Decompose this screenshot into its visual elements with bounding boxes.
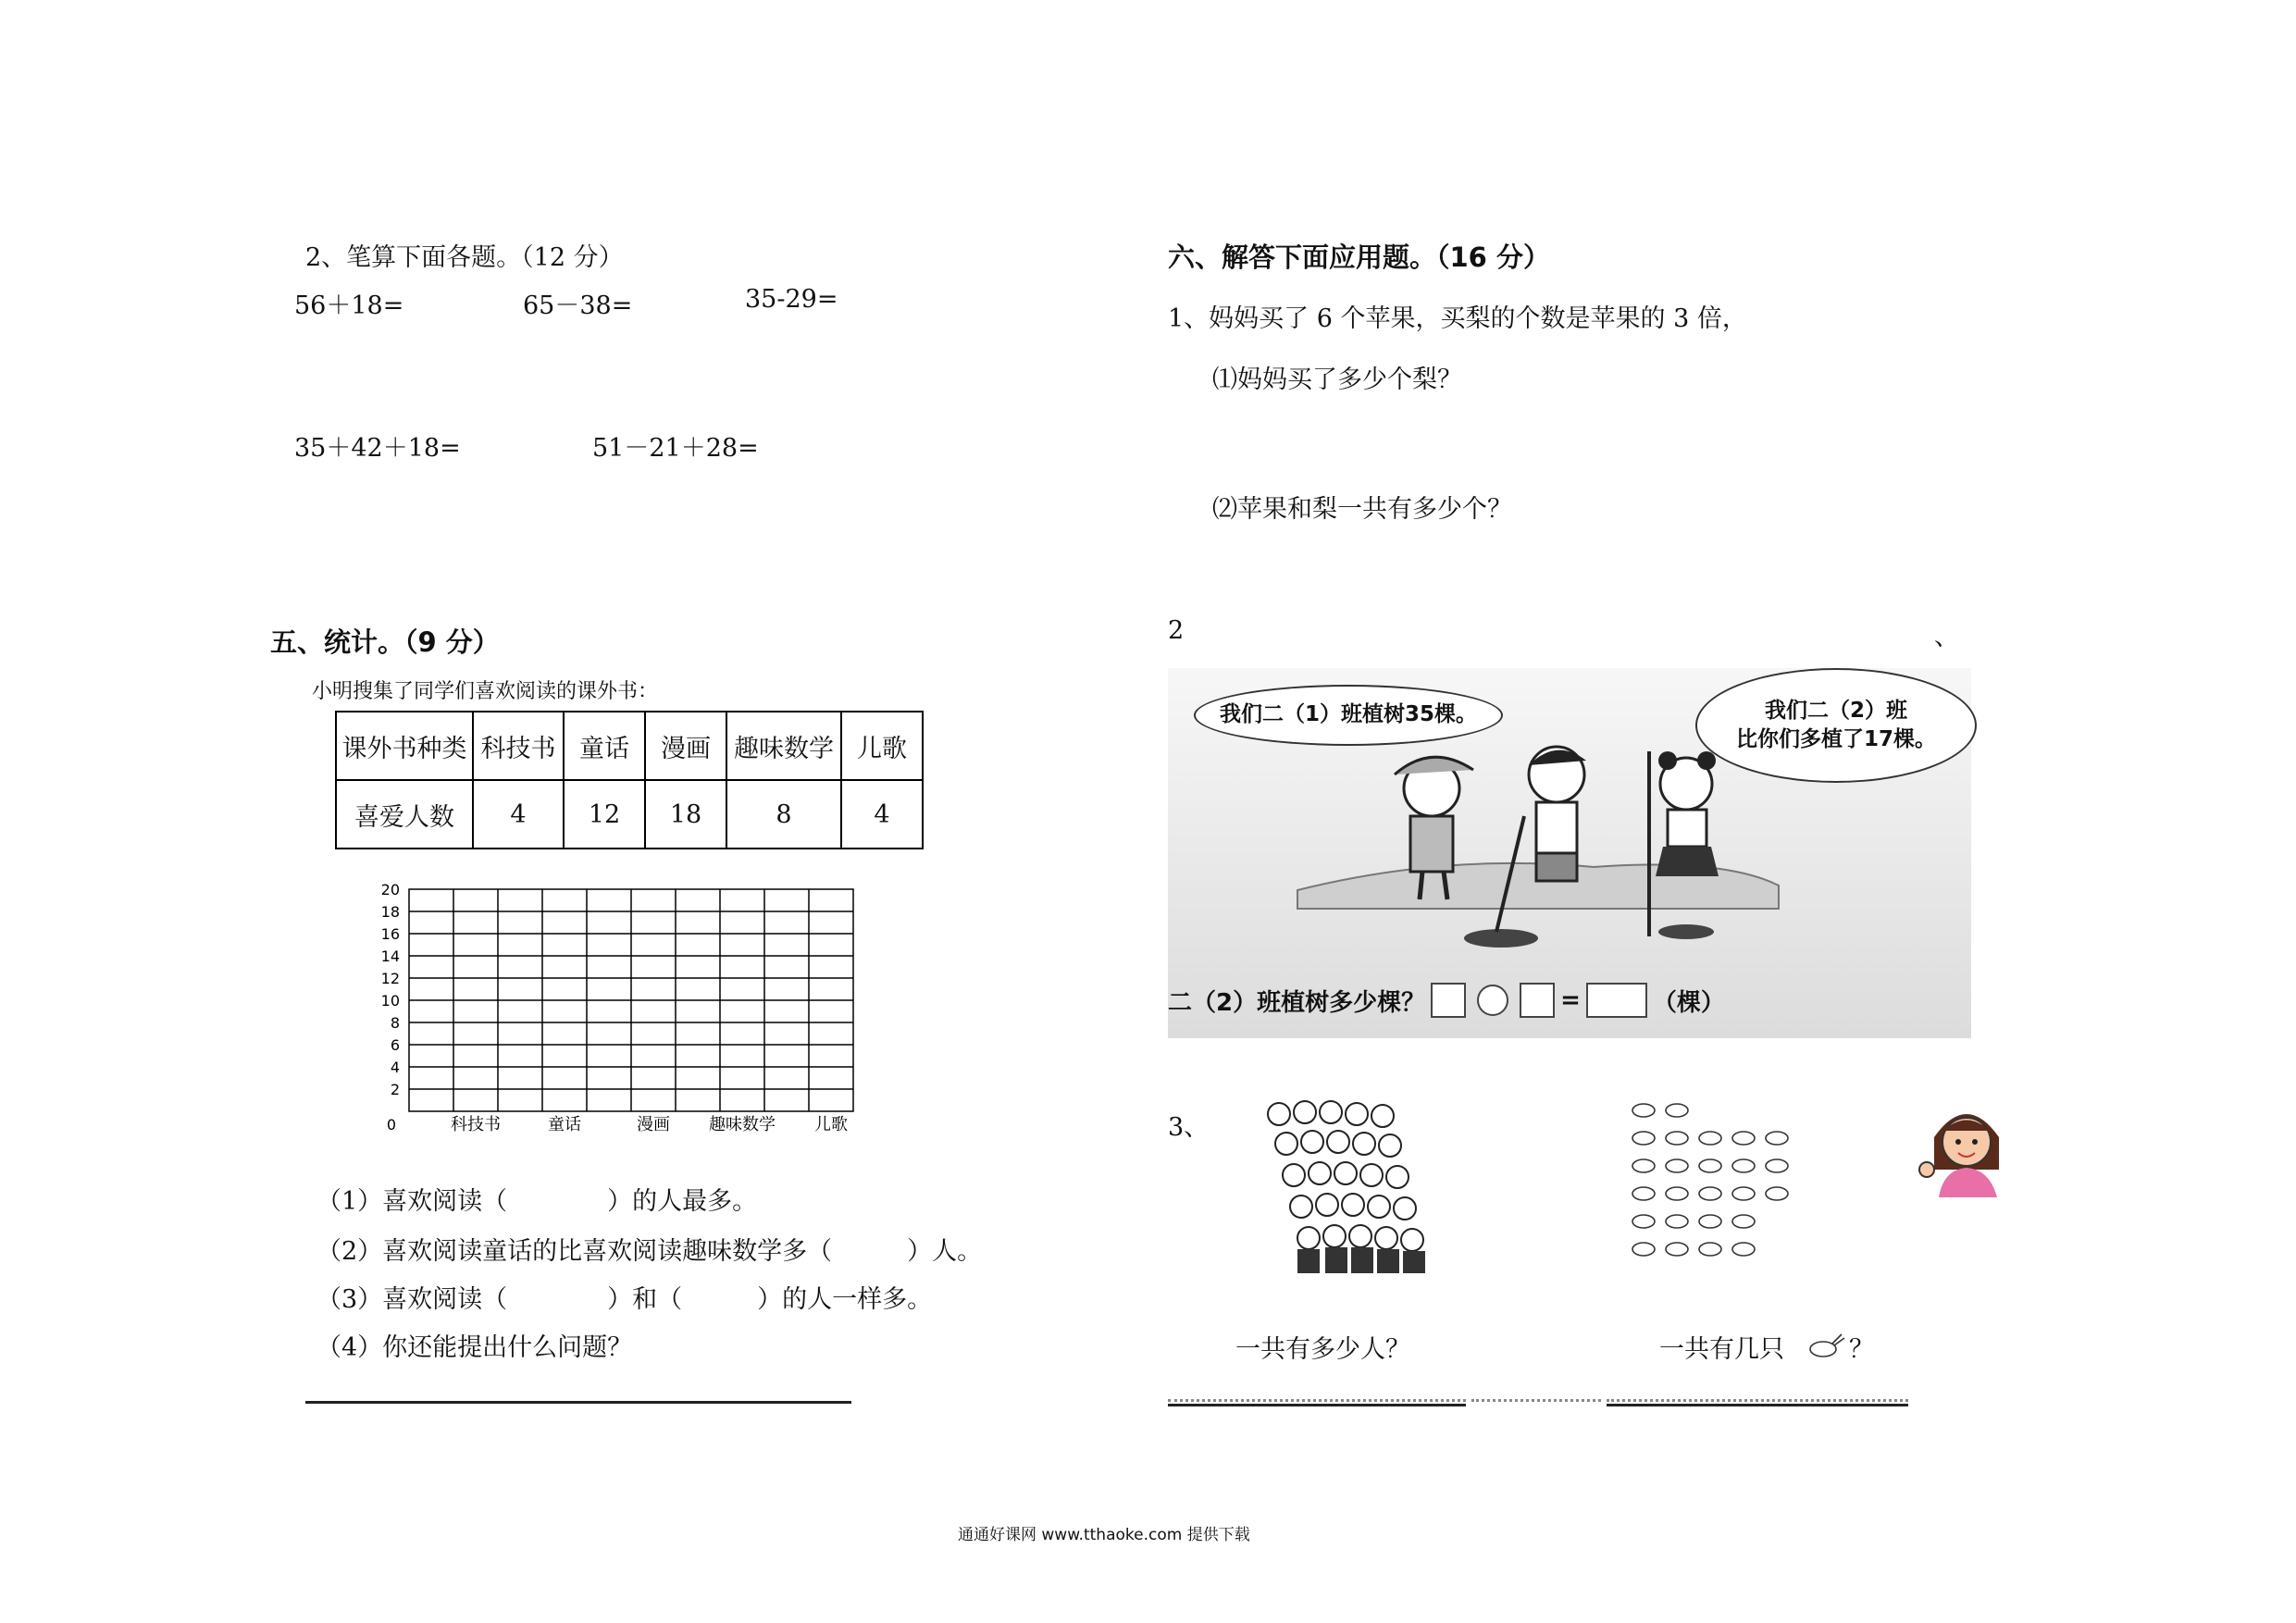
stats-intro: 小明搜集了同学们喜欢阅读的课外书： [312,680,659,703]
problem-2: 65－38= [523,291,633,320]
table-cell: 12 [564,780,645,849]
stats-question-1: （1）喜欢阅读（ ）的人最多。 [316,1187,758,1216]
y-tick: 18 [380,903,400,921]
problem-1-sub-1: ⑴妈妈买了多少个梨？ [1212,365,1462,394]
problem-5: 51－21＋28= [592,434,759,463]
question-people: 一共有多少人？ [1235,1335,1410,1364]
problem-2-number: 2 [1168,616,1185,645]
tree-planting-illustration [1168,668,1971,1038]
stats-table [335,711,924,849]
question-rabbits-mark: ？ [1849,1335,1874,1364]
section-5-title: 五、统计。（9 分） [270,626,500,658]
problem-1-text: 1、妈妈买了 6 个苹果，买梨的个数是苹果的 3 倍， [1168,304,1747,333]
y-tick: 16 [380,925,400,943]
section-6-title: 六、解答下面应用题。（16 分） [1168,242,1550,273]
table-cell: 儿歌 [841,712,923,780]
y-tick: 20 [380,884,400,898]
x-label: 儿歌 [814,1115,848,1134]
rabbits-icon [1629,1097,1795,1273]
problem-2-mark: 、 [1934,623,1959,651]
rabbit-icon [1805,1332,1845,1360]
table-cell: 4 [841,780,923,849]
y-tick: 12 [380,970,400,987]
table-cell: 科技书 [473,712,564,780]
stats-question-3: （3）喜欢阅读（ ）和（ ）的人一样多。 [316,1285,933,1314]
table-cell: 漫画 [645,712,726,780]
bubble-right-line-1: 我们二（2）班 [1764,698,1907,723]
speech-bubble-left: 我们二（1）班植树35棵。 [1194,685,1503,746]
answer-box[interactable] [1520,983,1555,1018]
problem-2-unit: （棵） [1652,988,1725,1017]
problem-3: 35-29= [745,285,838,314]
problem-4: 35＋42＋18= [294,434,461,463]
grid-lines [409,889,853,1111]
table-cell: 4 [473,780,564,849]
bubble-right-line-2: 比你们多植了17棵。 [1735,727,1936,751]
stats-question-4: （4）你还能提出什么问题？ [316,1333,633,1362]
problem-2-question: 二（2）班植树多少棵？ [1168,988,1426,1017]
operator-circle[interactable] [1477,985,1508,1016]
y-tick: 8 [390,1014,400,1032]
x-label: 趣味数学 [709,1115,776,1134]
x-label: 童话 [548,1115,581,1134]
answer-line-rabbits-solid[interactable] [1607,1404,1908,1406]
answer-line-rabbits[interactable] [1607,1399,1908,1402]
problem-2-equation [1168,983,1725,1018]
table-cell: 课外书种类 [336,712,473,780]
crowd-of-children-icon [1260,1097,1464,1282]
q2-title: 2、笔算下面各题。（12 分） [305,243,624,272]
table-cell: 18 [645,780,726,849]
table-row [336,780,923,849]
y-tick: 0 [386,1116,396,1134]
table-cell: 趣味数学 [726,712,841,780]
table-cell: 喜爱人数 [336,780,473,849]
question-rabbits: 一共有几只 [1659,1335,1784,1364]
blank-chart-grid [370,884,870,1134]
table-row [336,712,923,780]
problem-1-sub-2: ⑵苹果和梨一共有多少个？ [1212,495,1512,524]
children-scene-icon [1168,668,1971,964]
problem-3-number: 3、 [1168,1113,1210,1142]
y-tick: 14 [380,948,400,965]
equals-sign: = [1560,986,1581,1014]
answer-line[interactable] [305,1401,851,1404]
girl-icon [1916,1096,2017,1197]
answer-box[interactable] [1431,983,1466,1018]
y-tick: 4 [390,1059,400,1076]
problem-1: 56＋18= [294,291,404,320]
x-label: 漫画 [637,1115,670,1134]
answer-line-people[interactable] [1168,1399,1466,1402]
y-tick: 2 [390,1081,400,1098]
table-cell: 童话 [564,712,645,780]
y-tick: 10 [380,992,400,1010]
x-label: 科技书 [451,1115,501,1134]
table-cell: 8 [726,780,841,849]
footer: 通通好课网 www.tthaoke.com 提供下载 [958,1526,1250,1544]
answer-line-gap [1471,1399,1601,1402]
answer-box[interactable] [1586,983,1647,1018]
answer-line-people-solid[interactable] [1168,1404,1466,1406]
y-tick: 6 [390,1036,400,1054]
grid-svg [370,884,870,1134]
stats-question-2: （2）喜欢阅读童话的比喜欢阅读趣味数学多（ ）人。 [316,1237,983,1266]
